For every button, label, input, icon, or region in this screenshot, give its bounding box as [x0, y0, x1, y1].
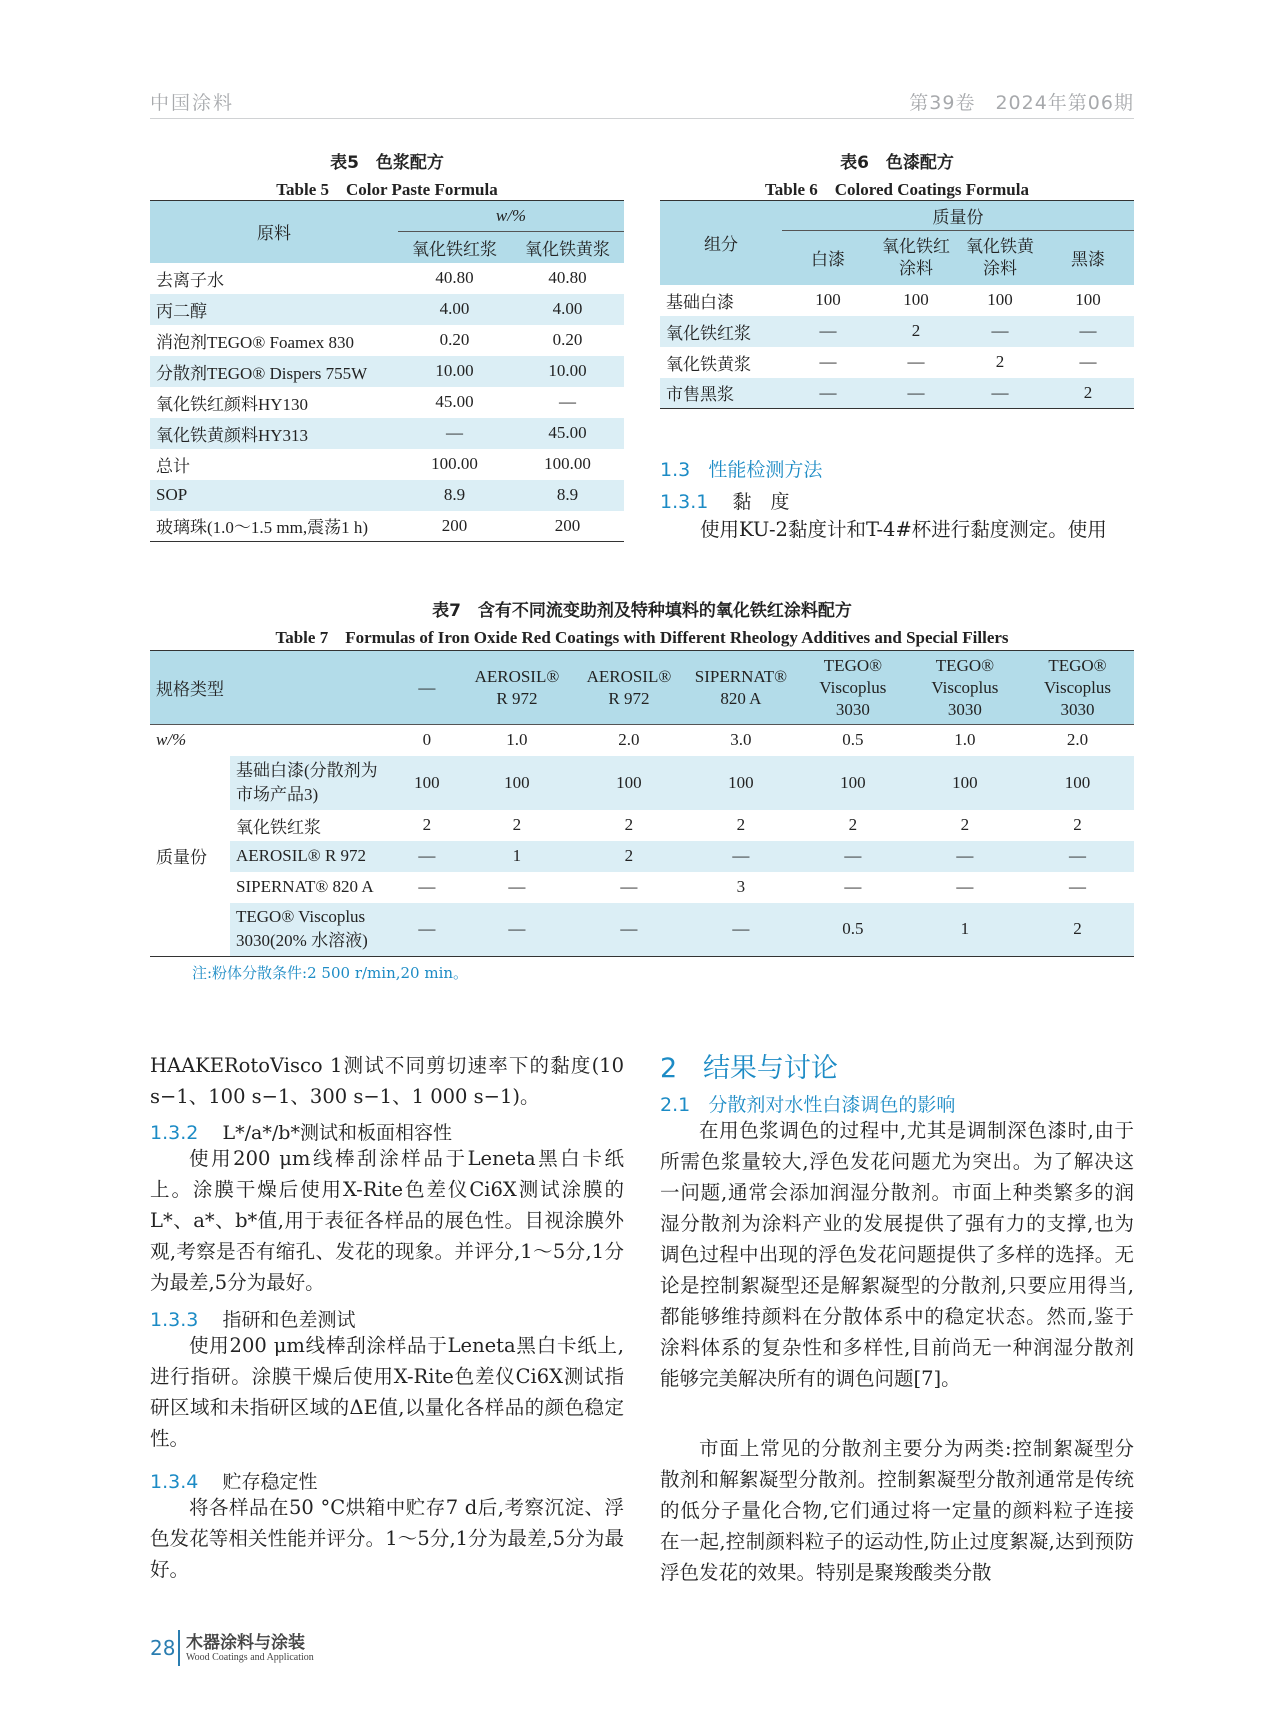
table7-col-header: — — [418, 677, 436, 697]
table-cell: — — [844, 877, 862, 896]
table6-header-parts: 质量份 — [782, 201, 1134, 231]
table-cell: 0.5 — [842, 919, 864, 939]
section-2-1-heading — [660, 1090, 955, 1117]
table-cell: 100 — [952, 772, 978, 792]
table-row — [150, 325, 624, 356]
table-cell: 1.0 — [954, 730, 976, 750]
section-number: 1.3 — [660, 459, 691, 481]
table-cell: 100 — [1075, 290, 1101, 309]
table-cell: 丙二醇 — [156, 301, 207, 321]
table-cell: 45.00 — [435, 392, 474, 411]
table-cell: — — [956, 877, 974, 896]
right-paragraph-1: 在用色浆调色的过程中,尤其是调制深色漆时,由于所需色浆量较大,浮色发花问题尤为突出。为了解决这一问题,通常会添加润湿分散剂。市面上种类繁多的润湿分散剂为涂料产业的发展提供了强有力的支撑,也为调色过程中出现的浮色发花问题提供了多样的选择。无论是控制絮凝型还是解絮凝型的分散剂,只要应用得当,都能够维持颜料在分散体系中的稳定状态。然而,鉴于涂料体系的复杂性和多样性,目前尚无一种润湿分散剂能够完美解决所有的调色问题[7]。 — [660, 1119, 1134, 1390]
table-cell: 2 — [960, 815, 970, 834]
table6-header-component: 组分 — [704, 235, 738, 255]
table-cell: 100 — [728, 772, 754, 792]
table-cell: 10.00 — [548, 361, 587, 380]
section-number: 2 — [660, 1053, 678, 1084]
table-cell: 市售黑浆 — [666, 385, 734, 405]
table7-col-header: TEGO® Viscoplus 3030 — [819, 655, 887, 719]
table-row — [150, 903, 1134, 957]
table-cell: 分散剂TEGO® Dispers 755W — [156, 363, 368, 383]
footer-journal-cn: 木器涂料与涂装 — [186, 1633, 305, 1653]
table-cell: 100 — [840, 772, 866, 792]
table-row — [150, 449, 624, 480]
section-1-3-3-heading — [150, 1305, 356, 1332]
table-cell: AEROSIL® R 972 — [236, 846, 367, 865]
table-cell: 0.20 — [439, 330, 470, 349]
table-cell: 2 — [1073, 815, 1082, 834]
table-cell: 2 — [512, 815, 522, 834]
table-cell: 3 — [736, 877, 746, 896]
table-row — [660, 285, 1134, 316]
section-1-3-heading — [660, 455, 822, 482]
table-cell: — — [732, 919, 750, 939]
section-number: 1.3.4 — [150, 1471, 199, 1493]
table-cell: 2 — [624, 815, 634, 834]
table-cell: 100 — [616, 772, 642, 792]
table-cell: — — [418, 877, 436, 896]
table-cell: 8.9 — [556, 485, 579, 504]
table7-col-header: AEROSIL® R 972 — [474, 666, 560, 708]
table-cell: 40.80 — [435, 268, 474, 287]
table7 — [150, 650, 1134, 957]
table-cell: — — [819, 352, 837, 371]
table-cell: — — [956, 846, 974, 865]
table5-header-yellow: 氧化铁黄浆 — [525, 239, 610, 259]
table7-note: 注:粉体分散条件:2 500 r/min,20 min。 — [192, 964, 469, 982]
table-cell: 玻璃珠(1.0～1.5 mm,震荡1 h) — [156, 518, 369, 538]
table-cell: 100 — [1064, 772, 1091, 792]
table-cell: — — [819, 321, 837, 340]
table-cell: 2 — [995, 352, 1005, 371]
table7-caption-en: Table 7 Formulas of Iron Oxide Red Coatings with Different Rheology Additives and Special Fillers — [275, 628, 1009, 647]
table7-col-header: AEROSIL® R 972 — [586, 666, 672, 708]
table-cell: 100 — [414, 772, 440, 792]
table-cell: 8.9 — [443, 485, 466, 504]
table-cell: 200 — [554, 515, 581, 535]
table-cell: 2 — [422, 815, 432, 834]
table7-col-header: TEGO® Viscoplus 3030 — [931, 655, 999, 719]
table-cell: 100.00 — [431, 454, 478, 473]
section-title: 结果与讨论 — [702, 1053, 838, 1084]
table-cell: w/% — [156, 730, 187, 750]
footer-journal-en: Wood Coatings and Application — [186, 1652, 314, 1663]
left-paragraph-1: HAAKERotoVisco 1测试不同剪切速率下的黏度(10 s−1、100 s−1、300 s−1、1 000 s−1)。 — [150, 1054, 624, 1108]
paragraph-1-3-1: 使用KU-2黏度计和T-4#杯进行黏度测定。使用 — [700, 518, 1107, 541]
section-number: 2.1 — [660, 1094, 691, 1116]
table-row — [150, 841, 1134, 872]
table6 — [660, 200, 1134, 409]
table-row — [660, 378, 1134, 409]
table-cell: 40.80 — [548, 268, 587, 287]
table-cell: — — [1068, 877, 1086, 896]
table-cell: 1 — [960, 919, 970, 939]
table-row — [150, 872, 1134, 903]
left-paragraph-2: 使用200 μm线棒刮涂样品于Leneta黑白卡纸上。涂膜干燥后使用X-Rite色差仪Ci6X测试涂膜的L*、a*、b*值,用于表征各样品的展色性。目视涂膜外观,考察是否有缩孔、发花的现象。并评分,1～5分,1分为最差,5分为最好。 — [150, 1147, 624, 1294]
table7-caption-cn: 表7 含有不同流变助剂及特种填料的氧化铁红涂料配方 — [432, 601, 852, 621]
table-cell: 0 — [422, 730, 432, 750]
table5-header-material: 原料 — [257, 224, 291, 244]
table7-header-spec: 规格类型 — [156, 680, 224, 699]
table-cell: 基础白漆(分散剂为市场产品3) — [236, 760, 378, 804]
section-number: 1.3.3 — [150, 1309, 199, 1331]
table-cell: SIPERNAT® 820 A — [236, 877, 374, 896]
table-cell: — — [559, 392, 576, 411]
table-cell: 2 — [736, 815, 746, 834]
section-1-3-1-heading — [660, 487, 790, 514]
table-cell: — — [1079, 321, 1097, 340]
table-cell: 消泡剂TEGO® Foamex 830 — [156, 332, 355, 352]
table-cell: 3.0 — [730, 730, 752, 750]
table-cell: — — [732, 846, 750, 865]
table-cell: 2 — [1073, 919, 1082, 939]
table6-col-header: 氧化铁红涂料 — [882, 236, 950, 278]
table-cell: — — [844, 846, 862, 865]
table7-group-label: 质量份 — [150, 756, 230, 957]
table5-caption-cn: 表5 色浆配方 — [330, 153, 444, 173]
table-cell: — — [907, 382, 925, 402]
table5-header-red: 氧化铁红浆 — [412, 239, 497, 259]
section-title: L*/a*/b*测试和板面相容性 — [222, 1122, 452, 1144]
table-cell: — — [991, 321, 1009, 340]
table-row — [150, 756, 1134, 810]
section-1-3-4-heading — [150, 1467, 318, 1494]
table-cell: — — [991, 382, 1009, 402]
table-cell: 100 — [987, 290, 1013, 309]
table5-header-w: w/% — [398, 201, 624, 232]
table-row — [150, 725, 1134, 756]
left-paragraph-3: 使用200 μm线棒刮涂样品于Leneta黑白卡纸上,进行指研。涂膜干燥后使用X-Rite色差仪Ci6X测试指研区域和未指研区域的ΔE值,以量化各样品的颜色稳定性。 — [150, 1334, 624, 1450]
section-title: 分散剂对水性白漆调色的影响 — [708, 1094, 956, 1116]
table-cell: 100.00 — [544, 454, 591, 473]
table-row — [150, 511, 624, 542]
journal-name: 中国涂料 — [150, 92, 235, 114]
header-divider — [150, 118, 1134, 119]
table-cell: 氧化铁红颜料HY130 — [156, 394, 309, 414]
table-row — [150, 387, 624, 418]
table-cell: — — [418, 919, 436, 939]
table7-col-header: TEGO® Viscoplus 3030 — [1043, 655, 1111, 719]
table-cell: 总计 — [156, 456, 190, 476]
section-number: 1.3.1 — [660, 491, 709, 513]
section-2-heading — [660, 1046, 838, 1085]
table-cell: 氧化铁红浆 — [236, 817, 321, 837]
table-cell: — — [418, 846, 436, 865]
table-cell: 氧化铁黄浆 — [666, 354, 751, 374]
table-cell: 2 — [911, 321, 921, 340]
table-cell: 氧化铁红浆 — [666, 323, 751, 343]
table-row — [660, 316, 1134, 347]
table-cell: — — [1079, 352, 1097, 371]
section-title: 指研和色差测试 — [222, 1309, 356, 1331]
table5 — [150, 200, 624, 542]
table-cell: — — [620, 919, 638, 939]
table-cell: 基础白漆 — [666, 292, 734, 312]
table-cell: — — [508, 877, 526, 896]
table-cell: 200 — [441, 515, 468, 535]
table-cell: — — [446, 423, 463, 442]
table-cell: 4.00 — [439, 299, 470, 318]
table-cell: — — [620, 877, 638, 896]
table-row — [150, 480, 624, 511]
table6-col-header: 氧化铁黄涂料 — [966, 236, 1034, 278]
section-title: 贮存稳定性 — [222, 1471, 318, 1493]
right-paragraph-2: 市面上常见的分散剂主要分为两类:控制絮凝型分散剂和解絮凝型分散剂。控制絮凝型分散剂通常是传统的低分子量化合物,它们通过将一定量的颜料粒子连接在一起,控制颜料粒子的运动性,防止过度絮凝,达到预防浮色发花的效果。特别是聚羧酸类分散 — [660, 1437, 1134, 1584]
table-cell: 4.00 — [552, 299, 583, 318]
section-1-3-2-heading — [150, 1118, 452, 1145]
table-cell: 0.20 — [552, 330, 583, 349]
table-cell: 0.5 — [842, 730, 864, 750]
table-cell: 10.00 — [435, 361, 474, 380]
table5-caption-en: Table 5 Color Paste Formula — [276, 180, 498, 199]
section-title: 性能检测方法 — [708, 459, 823, 481]
table-row — [150, 356, 624, 387]
table-row — [150, 263, 624, 294]
section-title: 黏 度 — [732, 491, 790, 513]
page-number: 28 — [150, 1636, 176, 1660]
table-row — [150, 418, 624, 449]
table-cell: 氧化铁黄颜料HY313 — [156, 425, 309, 445]
table-cell: 2 — [624, 846, 634, 865]
table-row — [660, 347, 1134, 378]
footer-divider — [178, 1630, 180, 1666]
table6-caption-en: Table 6 Colored Coatings Formula — [765, 180, 1029, 199]
table-cell: 1 — [512, 846, 522, 865]
table-cell: 100 — [903, 290, 929, 309]
table-cell: 2 — [848, 815, 858, 834]
table-cell: TEGO® Viscoplus 3030(20% 水溶液) — [236, 907, 368, 951]
table-cell: 2.0 — [618, 730, 640, 750]
table7-col-header: SIPERNAT® 820 A — [694, 666, 788, 708]
table-cell: 100 — [815, 290, 841, 309]
table6-caption-cn: 表6 色漆配方 — [840, 153, 954, 173]
table-cell: 2.0 — [1066, 730, 1089, 750]
table-cell: 去离子水 — [156, 270, 224, 290]
left-paragraph-4: 将各样品在50 °C烘箱中贮存7 d后,考察沉淀、浮色发花等相关性能并评分。1～5分,1分为最差,5分为最好。 — [150, 1496, 624, 1581]
table-row — [150, 810, 1134, 841]
table6-col-header: 黑漆 — [1071, 250, 1105, 270]
table-cell: 1.0 — [506, 730, 528, 750]
table-row — [150, 294, 624, 325]
table-cell: 45.00 — [548, 423, 587, 442]
table-cell: 100 — [504, 772, 530, 792]
issue-info: 第39卷 2024年第06期 — [909, 92, 1134, 114]
table-cell: — — [819, 382, 837, 402]
table-cell: 2 — [1083, 382, 1093, 402]
table6-col-header: 白漆 — [811, 250, 845, 270]
table-cell: — — [508, 919, 526, 939]
table-cell: — — [907, 352, 925, 371]
table-cell: — — [1068, 846, 1086, 865]
section-number: 1.3.2 — [150, 1122, 199, 1144]
table-cell: SOP — [156, 485, 188, 504]
